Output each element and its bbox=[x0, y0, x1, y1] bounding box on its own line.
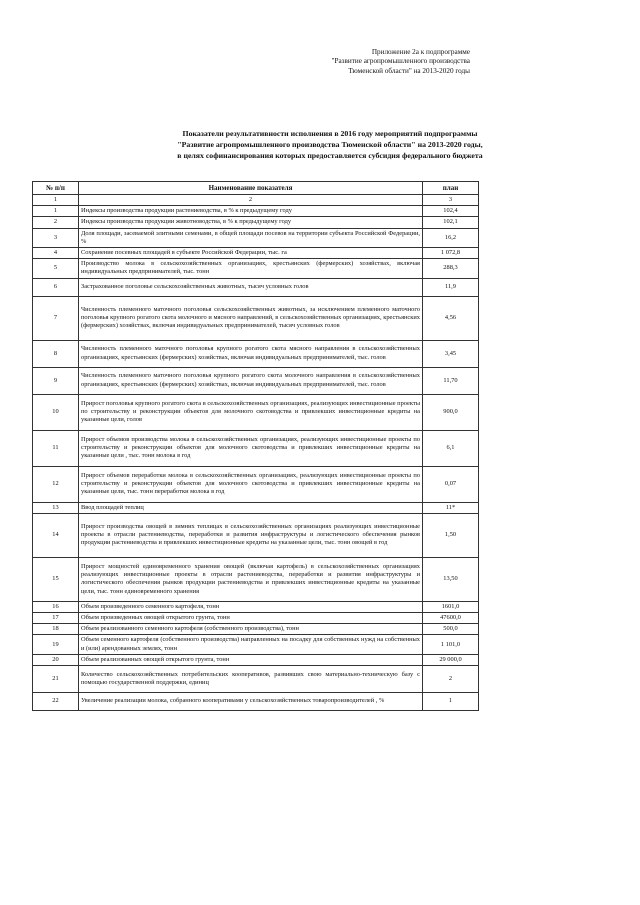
indicator-name: Объем семенного картофеля (собственного производства) направленных на посадку для собственных нужд на собственных и (или) арендованных землях, тонн bbox=[79, 635, 423, 654]
document-title bbox=[40, 128, 620, 161]
row-number: 19 bbox=[33, 635, 79, 654]
row-number: 4 bbox=[33, 248, 79, 259]
header-indicator-name: Наименование показателя bbox=[79, 182, 423, 195]
table-row bbox=[33, 466, 479, 502]
plan-value: 1601,0 bbox=[423, 601, 479, 612]
row-number: 14 bbox=[33, 513, 79, 557]
table-row bbox=[33, 557, 479, 601]
table-row bbox=[33, 248, 479, 259]
table-row bbox=[33, 340, 479, 367]
plan-value: 6,1 bbox=[423, 430, 479, 466]
row-number: 20 bbox=[33, 654, 79, 665]
indicator-name: Увеличение реализации молока, собранного кооперативами у сельскохозяйственных товаропроизводителей , % bbox=[79, 693, 423, 711]
row-number: 21 bbox=[33, 666, 79, 693]
row-number: 5 bbox=[33, 259, 79, 278]
table-row bbox=[33, 228, 479, 247]
table-row bbox=[33, 666, 479, 693]
title-line-2: "Развитие агропромышленного производства Тюменской области" на 2013-2020 годы, bbox=[177, 140, 483, 149]
row-number: 17 bbox=[33, 613, 79, 624]
indicator-name: Прирост объемов переработки молока в сельскохозяйственных организациях, реализующих инвестиционные проекты по строительству и реконструкции объектов для молочного скотоводства и привлекших инвестиционные кредиты на указанные цели, тыс. тонн переработки молока в год bbox=[79, 466, 423, 502]
plan-value: 102,4 bbox=[423, 206, 479, 217]
row-number: 13 bbox=[33, 502, 79, 513]
indicator-name: Производство молока в сельскохозяйственных организациях, крестьянских (фермерских) хозяйствах, включая индивидуальных предпринимателей, тыс. тонн bbox=[79, 259, 423, 278]
indicator-name: Индексы производства продукции животноводства, в % к предыдущему году bbox=[79, 217, 423, 228]
plan-value: 11,9 bbox=[423, 278, 479, 296]
plan-value: 1 072,8 bbox=[423, 248, 479, 259]
appendix-line-1: Приложение 2а к подпрограмме bbox=[371, 48, 470, 56]
indicators-table bbox=[32, 181, 479, 711]
row-number: 22 bbox=[33, 693, 79, 711]
plan-value: 1 bbox=[423, 693, 479, 711]
table-row bbox=[33, 206, 479, 217]
indicator-name: Застрахованное поголовье сельскохозяйственных животных, тысяч условных голов bbox=[79, 278, 423, 296]
table-row bbox=[33, 367, 479, 394]
indicator-name: Доля площади, засеваемой элитными семенами, в общей площади посевов на территории субъекта Российской Федерации, % bbox=[79, 228, 423, 247]
row-number: 18 bbox=[33, 624, 79, 635]
row-number: 10 bbox=[33, 394, 79, 430]
indicator-name: Прирост мощностей единовременного хранения овощей (включая картофель) в сельскохозяйственных организациях реализующих инвестиционные проекты в отрасли растениеводства, переработки и развития инфраструктуры и логистического обеспечения рынков продукции растениеводства и привлекших инвестиционные кредиты на указанные цели, тыс. тонн единовременного хранения bbox=[79, 557, 423, 601]
indicator-name: Численность племенного маточного поголовья крупного рогатого скота мясного направления в сельскохозяйственных организациях, крестьянских (фермерских) хозяйствах, включая индивидуальных предпринимателей, тыс. голов bbox=[79, 340, 423, 367]
table-row bbox=[33, 635, 479, 654]
plan-value: 47600,0 bbox=[423, 613, 479, 624]
indicator-name: Индексы производства продукции растениеводства, в % к предыдущему году bbox=[79, 206, 423, 217]
plan-value: 13,50 bbox=[423, 557, 479, 601]
row-number: 3 bbox=[33, 228, 79, 247]
header-number: № п/п bbox=[33, 182, 79, 195]
row-number: 11 bbox=[33, 430, 79, 466]
appendix-line-3: Тюменской области" на 2013-2020 годы bbox=[348, 66, 470, 75]
row-number: 1 bbox=[33, 206, 79, 217]
plan-value: 500,0 bbox=[423, 624, 479, 635]
table-header-row bbox=[33, 182, 479, 195]
indicator-name: Прирост поголовья крупного рогатого скота в сельскохозяйственных организациях, реализующих инвестиционные проекты по строительству и реконструкции объектов для молочного скотоводства и привлекших инвестиционные кредиты на указанные цели, голов bbox=[79, 394, 423, 430]
plan-value: 102,1 bbox=[423, 217, 479, 228]
plan-value: 11* bbox=[423, 502, 479, 513]
plan-value: 0,07 bbox=[423, 466, 479, 502]
row-number: 12 bbox=[33, 466, 79, 502]
indicator-name: Численность племенного маточного поголовья крупного рогатого скота молочного направления в сельскохозяйственных организациях, крестьянских (фермерских) хозяйствах, включая индивидуальных предпринимателей, тыс. голов bbox=[79, 367, 423, 394]
title-line-3: в целях софинансирования которых предоставляется субсидия федерального бюджета bbox=[177, 151, 483, 160]
table-row bbox=[33, 693, 479, 711]
row-number: 7 bbox=[33, 296, 79, 340]
plan-value: 3,45 bbox=[423, 340, 479, 367]
table-row bbox=[33, 601, 479, 612]
plan-value: 29 000,0 bbox=[423, 654, 479, 665]
indicator-name: Прирост объемов производства молока в сельскохозяйственных организациях, реализующих инвестиционные проекты по строительству и реконструкции объектов для молочного скотоводства и привлекших инвестиционные кредиты на указанные цели , тыс. тонн молока в год bbox=[79, 430, 423, 466]
row-number: 9 bbox=[33, 367, 79, 394]
row-number: 6 bbox=[33, 278, 79, 296]
indicator-name: Количество сельскохозяйственных потребительских кооперативов, развивших свою материально-техническую базу с помощью государственной поддержки, единиц bbox=[79, 666, 423, 693]
indicator-name: Прирост производства овощей в зимних теплицах в сельскохозяйственных организациях реализующих инвестиционные проекты в отрасли растениеводства, переработки и развития инфраструктуры и логистического обеспечения рынков продукции растениеводства и привлекших инвестиционные кредиты на указанные цели, тыс. тонн овощей в год bbox=[79, 513, 423, 557]
table-row bbox=[33, 394, 479, 430]
plan-value: 2 bbox=[423, 666, 479, 693]
row-number: 15 bbox=[33, 557, 79, 601]
plan-value: 1,50 bbox=[423, 513, 479, 557]
indicator-name: Ввод площадей теплиц bbox=[79, 502, 423, 513]
plan-value: 11,70 bbox=[423, 367, 479, 394]
indicator-name: Численность племенного маточного поголовья сельскохозяйственных животных, за исключением племенного маточного поголовья крупного рогатого скота молочного и мясного направлений, в сельскохозяйственных организациях, крестьянских (фермерских) хозяйствах, включая индивидуальных предпринимателей, тысяч условных голов bbox=[79, 296, 423, 340]
plan-value: 4,56 bbox=[423, 296, 479, 340]
table-row bbox=[33, 624, 479, 635]
appendix-note bbox=[268, 48, 470, 76]
row-number: 2 bbox=[33, 217, 79, 228]
table-row bbox=[33, 430, 479, 466]
table-row bbox=[33, 502, 479, 513]
column-index-1: 1 bbox=[33, 195, 79, 206]
header-plan: план bbox=[423, 182, 479, 195]
plan-value: 16,2 bbox=[423, 228, 479, 247]
plan-value: 900,0 bbox=[423, 394, 479, 430]
row-number: 8 bbox=[33, 340, 79, 367]
indicator-name: Сохранение посевных площадей в субъекте Российской Федерации, тыс. га bbox=[79, 248, 423, 259]
table-row bbox=[33, 217, 479, 228]
table-row bbox=[33, 613, 479, 624]
column-index-row bbox=[33, 195, 479, 206]
table-row bbox=[33, 654, 479, 665]
title-line-1: Показатели результативности исполнения в 2016 году мероприятий подпрограммы bbox=[182, 129, 478, 138]
table-row bbox=[33, 513, 479, 557]
column-index-2: 2 bbox=[79, 195, 423, 206]
indicator-name: Объем реализованных овощей открытого грунта, тонн bbox=[79, 654, 423, 665]
row-number: 16 bbox=[33, 601, 79, 612]
plan-value: 1 101,0 bbox=[423, 635, 479, 654]
indicator-name: Объем произведенных овощей открытого грунта, тонн bbox=[79, 613, 423, 624]
table-row bbox=[33, 278, 479, 296]
table-row bbox=[33, 259, 479, 278]
indicator-name: Объем произведенного семенного картофеля, тонн bbox=[79, 601, 423, 612]
indicator-name: Объем реализованного семенного картофеля (собственного производства), тонн bbox=[79, 624, 423, 635]
column-index-3: 3 bbox=[423, 195, 479, 206]
table-row bbox=[33, 296, 479, 340]
appendix-line-2: "Развитие агропромышленного производства bbox=[331, 57, 470, 66]
plan-value: 288,3 bbox=[423, 259, 479, 278]
